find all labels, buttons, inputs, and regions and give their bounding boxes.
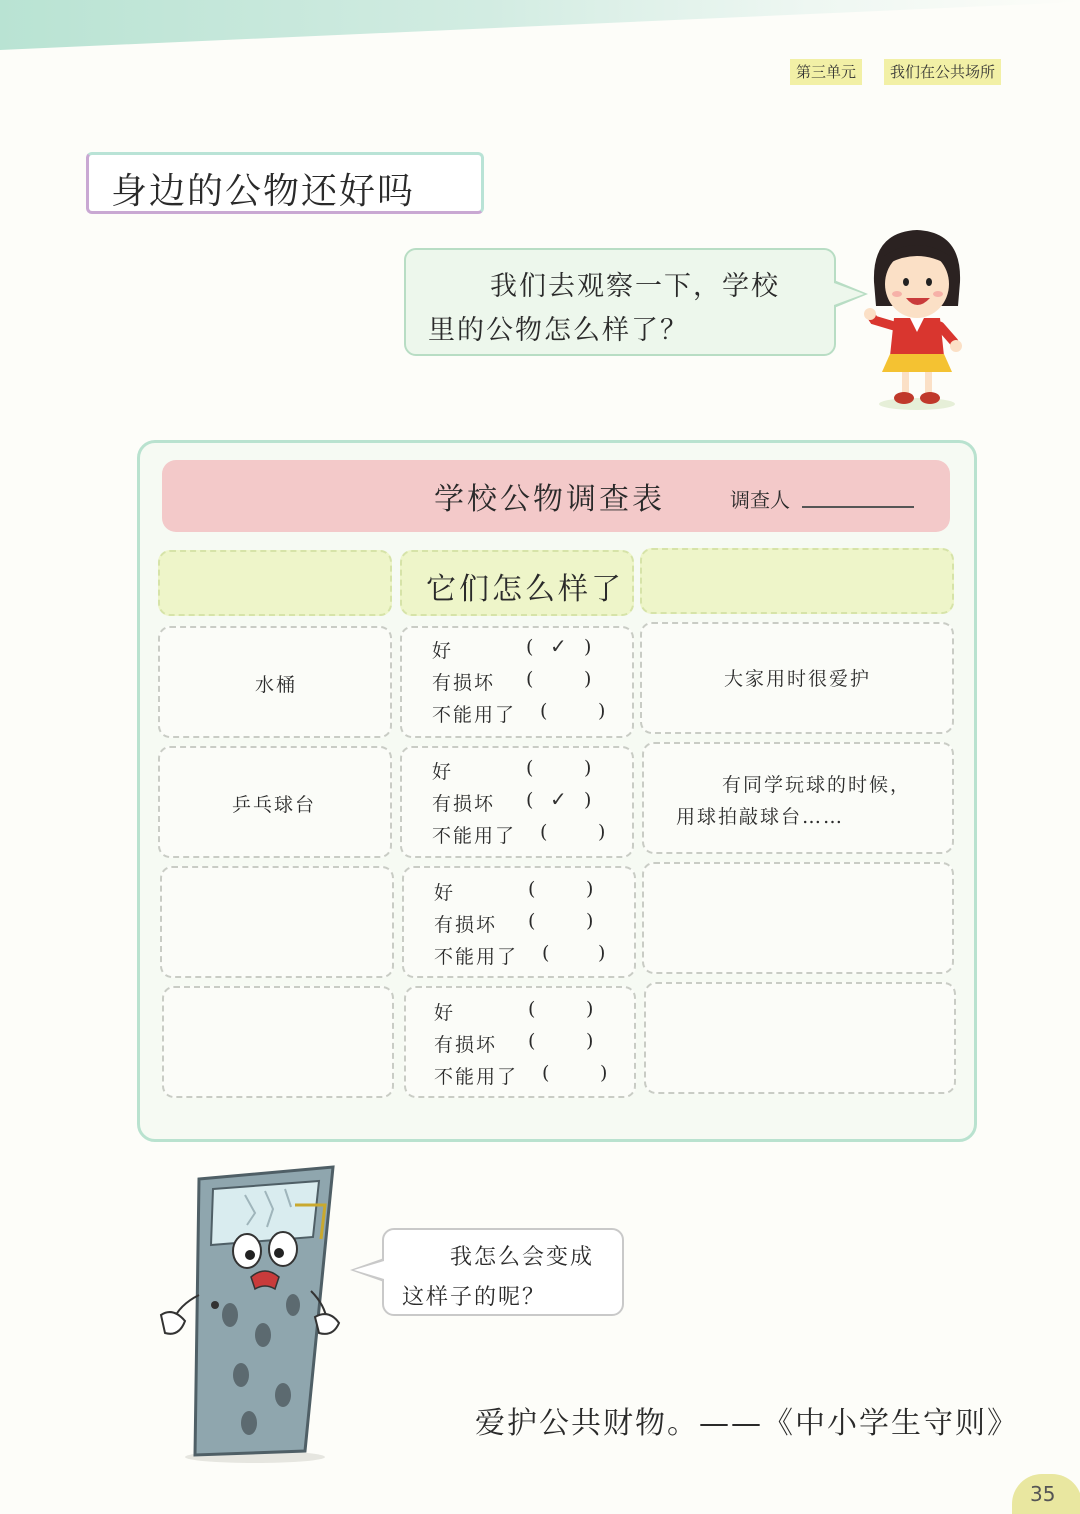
row-2-paren-close-3: )	[598, 821, 606, 843]
row-1-paren-open-2: (	[526, 668, 534, 690]
row-4-paren-open-1[interactable]: (	[528, 998, 536, 1020]
row-4-paren-close-1: )	[586, 998, 594, 1020]
row-2-option-damaged: 有损坏	[432, 793, 496, 815]
row-1-paren-open-3: (	[540, 700, 548, 722]
column-header-status-text: 它们怎么样了	[426, 572, 624, 607]
row-4-option-unusable: 不能用了	[434, 1066, 519, 1088]
row-2-note-line-1: 有同学玩球的时候，	[722, 774, 912, 796]
table-row-1-item: 水桶	[255, 674, 298, 696]
row-3-paren-open-2[interactable]: (	[528, 910, 536, 932]
row-3-paren-open-3[interactable]: (	[542, 942, 550, 964]
door-speech-line-2: 这样子的呢？	[402, 1285, 547, 1310]
row-2-check-damaged[interactable]: ✓	[550, 787, 567, 811]
row-3-option-unusable: 不能用了	[434, 946, 519, 968]
row-2-paren-open-3: (	[540, 821, 548, 843]
row-1-paren-open-1: (	[526, 636, 534, 658]
row-3-option-good: 好	[434, 882, 456, 904]
row-2-paren-close-1: )	[584, 757, 592, 779]
table-row-4-item-cell[interactable]	[162, 986, 394, 1098]
lesson-title-box	[86, 152, 484, 214]
row-2-paren-close-2: )	[584, 789, 592, 811]
table-row-3-item-cell[interactable]	[160, 866, 394, 978]
survey-title: 学校公物调查表	[434, 482, 665, 517]
row-1-option-good: 好	[432, 640, 454, 662]
table-row-2-note-cell	[642, 742, 954, 854]
row-2-option-unusable: 不能用了	[432, 825, 517, 847]
table-row-3-note-cell[interactable]	[642, 862, 954, 974]
broken-door-illustration	[155, 1165, 345, 1465]
bubble-tail-fill	[354, 1261, 384, 1279]
top-decorative-band	[0, 0, 1080, 50]
row-2-option-good: 好	[432, 761, 454, 783]
door-speech-line-1: 我怎么会变成	[450, 1245, 595, 1270]
row-3-paren-close-1: )	[586, 878, 594, 900]
door-speech-bubble	[382, 1228, 624, 1316]
page-number: 35	[1030, 1482, 1056, 1506]
row-1-paren-close-2: )	[584, 668, 592, 690]
row-3-paren-close-2: )	[586, 910, 594, 932]
column-header-note	[640, 548, 954, 614]
row-4-paren-close-2: )	[586, 1030, 594, 1052]
bubble-tail-fill	[834, 283, 864, 305]
surveyor-label: 调查人	[730, 488, 790, 512]
row-3-option-damaged: 有损坏	[434, 914, 498, 936]
lesson-title: 身边的公物还好吗	[111, 171, 416, 212]
row-4-paren-open-3[interactable]: (	[542, 1062, 550, 1084]
row-1-check-good[interactable]: ✓	[550, 634, 567, 658]
row-3-paren-close-3: )	[598, 942, 606, 964]
row-1-option-damaged: 有损坏	[432, 672, 496, 694]
table-row-2-item: 乒乓球台	[232, 794, 317, 816]
row-4-option-good: 好	[434, 1002, 456, 1024]
unit-number-label: 第三单元	[790, 59, 862, 85]
row-1-option-unusable: 不能用了	[432, 704, 517, 726]
column-header-item	[158, 550, 392, 616]
row-3-paren-open-1[interactable]: (	[528, 878, 536, 900]
girl-speech-line-1: 我们去观察一下，学校	[490, 271, 780, 302]
row-1-paren-close-3: )	[598, 700, 606, 722]
girl-speech-line-2: 里的公物怎么样了？	[428, 315, 689, 346]
row-2-paren-open-1: (	[526, 757, 534, 779]
rule-quote: 爱护公共财物。——《中小学生守则》	[475, 1406, 1019, 1441]
table-row-4-note-cell[interactable]	[644, 982, 956, 1094]
girl-illustration	[862, 222, 972, 412]
row-1-paren-close-1: )	[584, 636, 592, 658]
row-2-note-line-2: 用球拍敲球台……	[676, 806, 845, 828]
unit-title-label: 我们在公共场所	[884, 59, 1001, 85]
row-4-paren-open-2[interactable]: (	[528, 1030, 536, 1052]
row-1-note-line-1: 大家用时很爱护	[724, 668, 872, 690]
girl-speech-bubble	[404, 248, 836, 356]
surveyor-name-field[interactable]	[802, 506, 914, 508]
row-4-paren-close-3: )	[600, 1062, 608, 1084]
row-4-option-damaged: 有损坏	[434, 1034, 498, 1056]
row-2-paren-open-2: (	[526, 789, 534, 811]
